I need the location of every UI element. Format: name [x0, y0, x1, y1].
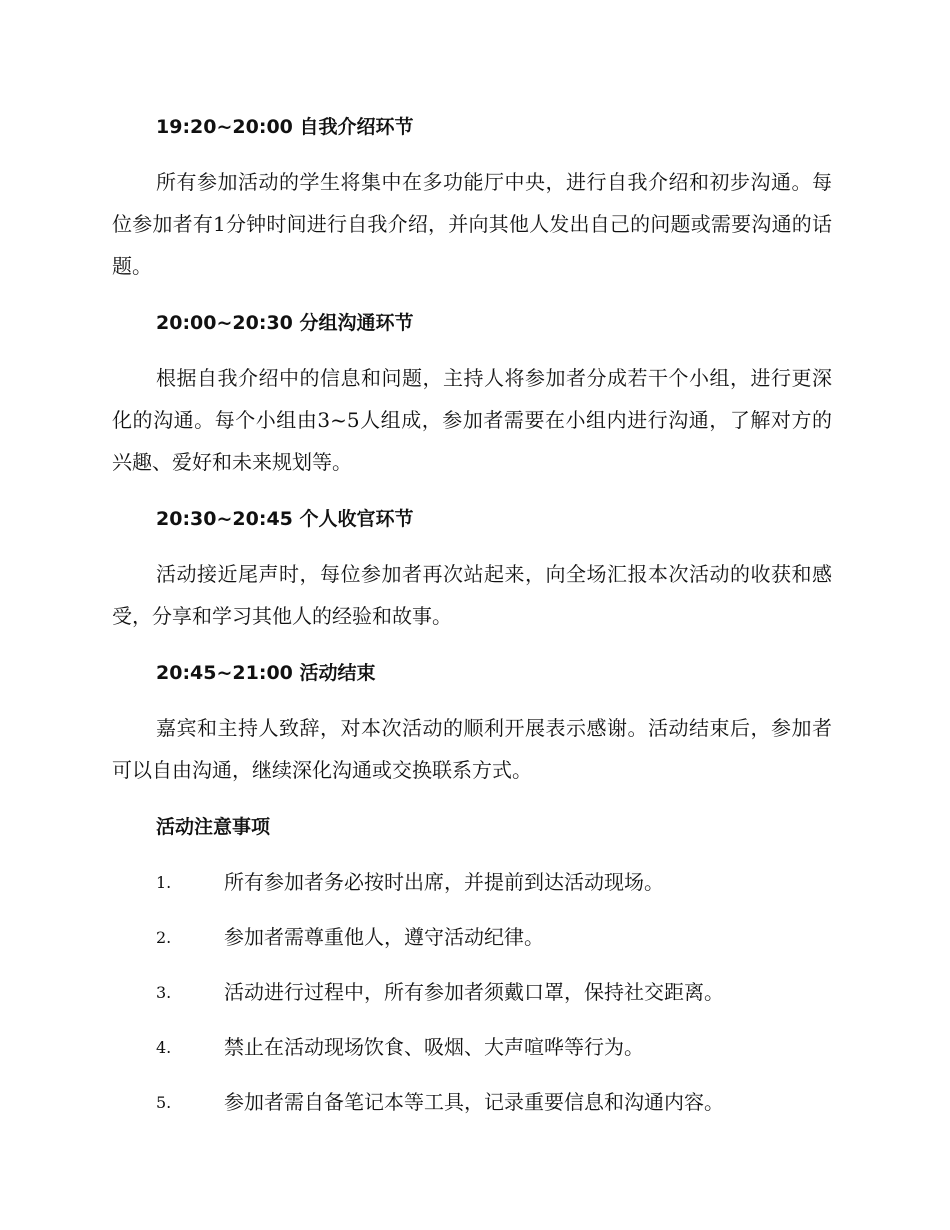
- notes-list: [112, 863, 832, 1138]
- list-item-text: 参加者需尊重他人，遵守活动纪律。: [224, 925, 544, 949]
- section-heading: 20:30~20:45 个人收官环节: [156, 508, 414, 530]
- list-item-text: 参加者需自备笔记本等工具，记录重要信息和沟通内容。: [224, 1090, 724, 1114]
- list-item-number: 2.: [156, 928, 172, 947]
- notes-heading: 活动注意事项: [156, 816, 271, 838]
- notes-section: [112, 808, 832, 1138]
- document-page: [112, 108, 832, 1138]
- list-item: [112, 918, 832, 973]
- list-item: [112, 1028, 832, 1083]
- section-heading: 20:00~20:30 分组沟通环节: [156, 312, 414, 334]
- section-heading: 20:45~21:00 活动结束: [156, 662, 376, 684]
- schedule-section-self-intro: [112, 108, 832, 287]
- list-item: [112, 863, 832, 918]
- list-item-text: 所有参加者务必按时出席，并提前到达活动现场。: [224, 870, 664, 894]
- list-item: [112, 1083, 832, 1138]
- list-item: [112, 973, 832, 1028]
- schedule-section-closing: [112, 654, 832, 791]
- section-body: 活动接近尾声时，每位参加者再次站起来，向全场汇报本次活动的收获和感受，分享和学习其他人的经验和故事。: [112, 562, 832, 628]
- list-item-number: 3.: [156, 983, 172, 1002]
- schedule-section-wrap-up: [112, 500, 832, 637]
- list-item-text: 禁止在活动现场饮食、吸烟、大声喧哗等行为。: [224, 1035, 644, 1059]
- section-body: 根据自我介绍中的信息和问题，主持人将参加者分成若干个小组，进行更深化的沟通。每个小组由3~5人组成，参加者需要在小组内进行沟通，了解对方的兴趣、爱好和未来规划等。: [112, 366, 832, 474]
- section-heading: 19:20~20:00 自我介绍环节: [156, 116, 414, 138]
- schedule-section-group-talk: [112, 304, 832, 483]
- section-body: 所有参加活动的学生将集中在多功能厅中央，进行自我介绍和初步沟通。每位参加者有1分钟时间进行自我介绍，并向其他人发出自己的问题或需要沟通的话题。: [112, 170, 832, 278]
- list-item-number: 4.: [156, 1038, 172, 1057]
- list-item-number: 1.: [156, 873, 172, 892]
- list-item-number: 5.: [156, 1093, 172, 1112]
- section-body: 嘉宾和主持人致辞，对本次活动的顺利开展表示感谢。活动结束后，参加者可以自由沟通，继续深化沟通或交换联系方式。: [112, 716, 832, 782]
- list-item-text: 活动进行过程中，所有参加者须戴口罩，保持社交距离。: [224, 980, 724, 1004]
